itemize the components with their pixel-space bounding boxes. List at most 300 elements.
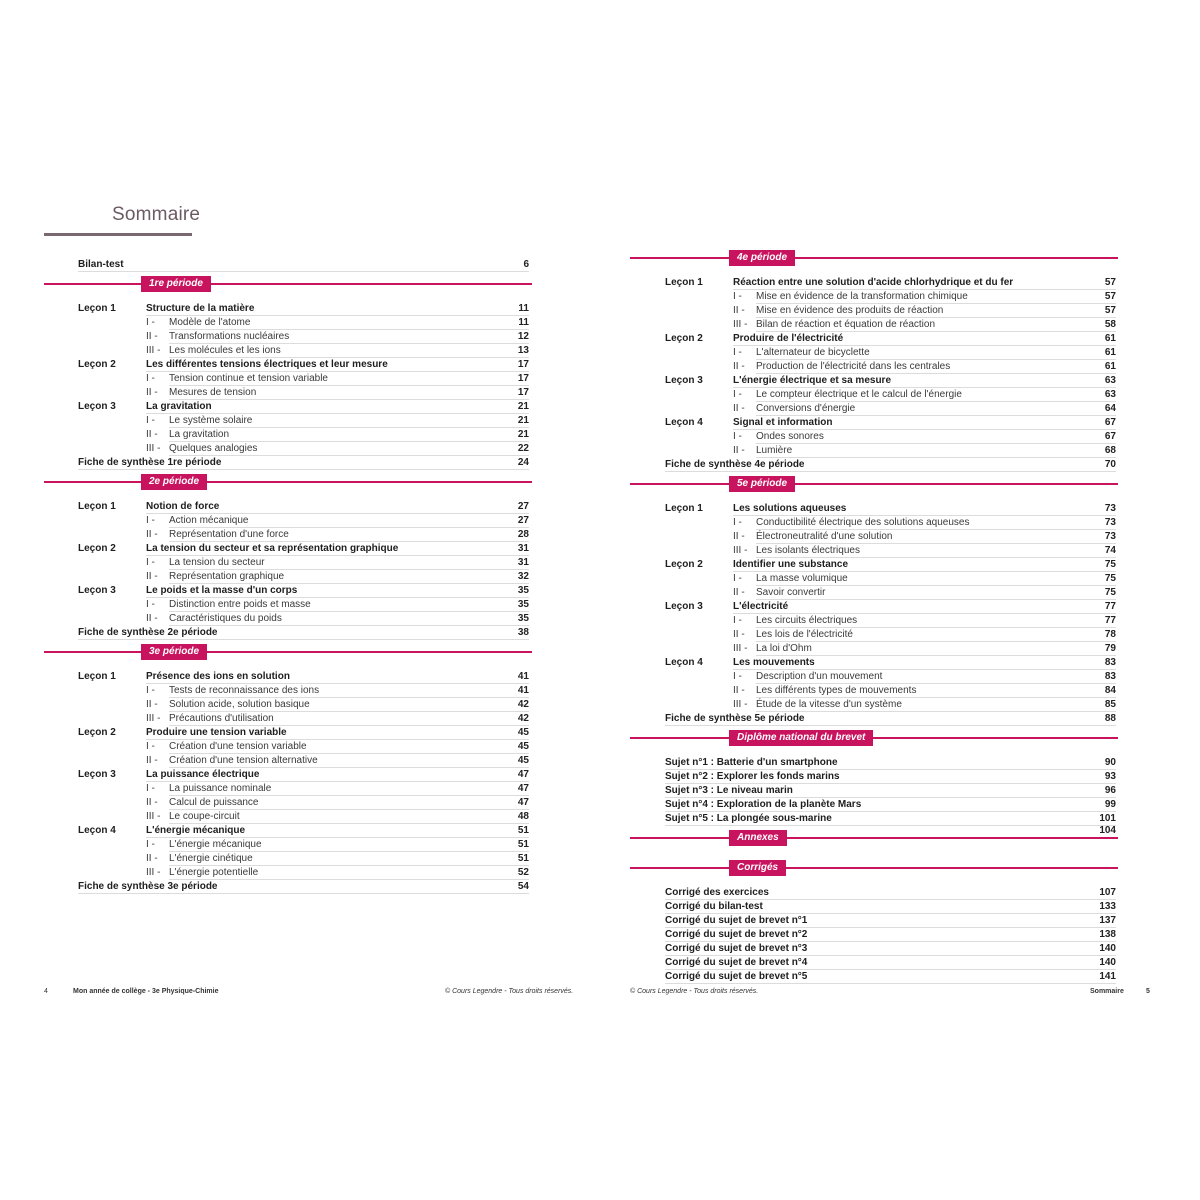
item-row	[0, 414, 600, 428]
item-text: Conductibilité électrique des solutions aqueuses	[756, 517, 970, 528]
item-text: Conversions d'énergie	[756, 403, 856, 414]
period-tag: 3e période	[141, 644, 207, 660]
item-text: Mise en évidence des produits de réaction	[756, 305, 944, 316]
corrige-row	[600, 970, 1200, 984]
item-row	[600, 388, 1200, 402]
page-number: 48	[517, 811, 529, 822]
page-number: 140	[1099, 943, 1116, 954]
page-number: 21	[517, 429, 529, 440]
lesson-row	[600, 558, 1200, 572]
page-number: 11	[518, 317, 529, 328]
lesson-label: Leçon 4	[78, 825, 116, 836]
item-number: II -	[146, 797, 158, 808]
corrige-row	[600, 886, 1200, 900]
page-number: 75	[1104, 587, 1116, 598]
page-number: 77	[1104, 601, 1116, 612]
lesson-row	[0, 824, 600, 838]
item-text: Le coupe-circuit	[169, 811, 240, 822]
item-row	[600, 544, 1200, 558]
item-number: II -	[146, 331, 158, 342]
page-number: 141	[1099, 971, 1116, 982]
page-number: 45	[517, 755, 529, 766]
item-row	[0, 612, 600, 626]
brevet-row	[600, 770, 1200, 784]
item-text: Description d'un mouvement	[756, 671, 883, 682]
period-header	[600, 472, 1200, 502]
page-number: 101	[1099, 813, 1116, 824]
item-number: II -	[733, 403, 745, 414]
corrige-item: Corrigé du sujet de brevet n°5	[665, 971, 808, 982]
page-number: 22	[517, 443, 529, 454]
footer-copyright: © Cours Legendre - Tous droits réservés.	[445, 988, 574, 995]
item-number: I -	[146, 783, 155, 794]
item-number: II -	[146, 429, 158, 440]
footer-section: Sommaire	[1090, 988, 1124, 995]
page-number: 17	[517, 359, 529, 370]
period-tag: Diplôme national du brevet	[729, 730, 873, 746]
item-number: I -	[146, 839, 155, 850]
item-row	[0, 556, 600, 570]
item-text: L'énergie cinétique	[169, 853, 253, 864]
lesson-row	[0, 302, 600, 316]
item-number: III -	[733, 545, 748, 556]
item-text: Calcul de puissance	[169, 797, 259, 808]
page-number: 138	[1099, 929, 1116, 940]
item-row	[0, 810, 600, 824]
period-header	[600, 856, 1200, 886]
lesson-row	[600, 416, 1200, 430]
page-number: 61	[1104, 333, 1116, 344]
lesson-label: Leçon 3	[78, 585, 116, 596]
lesson-title: L'électricité	[733, 601, 789, 612]
lesson-row	[600, 332, 1200, 346]
corrige-row	[600, 928, 1200, 942]
page-number: 75	[1104, 559, 1116, 570]
item-row	[0, 866, 600, 880]
item-text: L'énergie mécanique	[169, 839, 262, 850]
lesson-row	[0, 726, 600, 740]
synthese-row	[0, 456, 600, 470]
synthese-row	[600, 458, 1200, 472]
item-row	[600, 304, 1200, 318]
item-number: II -	[146, 571, 158, 582]
item-row	[600, 684, 1200, 698]
item-row	[0, 698, 600, 712]
lesson-title: Réaction entre une solution d'acide chlorhydrique et du fer	[733, 277, 1014, 288]
item-text: Transformations nucléaires	[169, 331, 290, 342]
footer-book-title: Mon année de collège - 3e Physique-Chimie	[73, 988, 219, 995]
page-number: 67	[1104, 417, 1116, 428]
lesson-title: Le poids et la masse d'un corps	[146, 585, 298, 596]
page-number: 35	[517, 613, 529, 624]
brevet-subject: Sujet n°1 : Batterie d'un smartphone	[665, 757, 838, 768]
item-row	[0, 796, 600, 810]
toc-left	[0, 258, 600, 894]
lesson-row	[600, 502, 1200, 516]
lesson-row	[600, 600, 1200, 614]
toc-right	[600, 246, 1200, 984]
lesson-label: Leçon 2	[665, 559, 703, 570]
item-row	[0, 782, 600, 796]
item-text: Mesures de tension	[169, 387, 257, 398]
lesson-label: Leçon 1	[665, 503, 703, 514]
page-number: 31	[517, 543, 529, 554]
page-number: 107	[1099, 887, 1116, 898]
item-text: La gravitation	[169, 429, 230, 440]
page-number: 73	[1104, 531, 1116, 542]
page-number: 61	[1104, 347, 1116, 358]
item-number: II -	[733, 685, 745, 696]
brevet-row	[600, 798, 1200, 812]
period-rule	[44, 283, 532, 285]
item-text: Ondes sonores	[756, 431, 824, 442]
period-tag: 5e période	[729, 476, 795, 492]
lesson-title: La gravitation	[146, 401, 212, 412]
item-number: I -	[733, 671, 742, 682]
synthese-row	[0, 880, 600, 894]
leader-line	[665, 983, 1116, 984]
page-number: 13	[517, 345, 529, 356]
item-row	[600, 402, 1200, 416]
page-number: 61	[1104, 361, 1116, 372]
item-text: La tension du secteur	[169, 557, 265, 568]
lesson-label: Leçon 3	[665, 601, 703, 612]
lesson-label: Leçon 3	[665, 375, 703, 386]
item-row	[0, 528, 600, 542]
period-header	[0, 640, 600, 670]
page-number: 57	[1104, 277, 1116, 288]
bilan-test-label: Bilan-test	[78, 259, 124, 270]
item-row	[600, 572, 1200, 586]
corrige-row	[600, 914, 1200, 928]
item-number: I -	[146, 515, 155, 526]
period-header	[600, 726, 1200, 756]
item-row	[600, 318, 1200, 332]
item-text: Les isolants électriques	[756, 545, 860, 556]
item-number: II -	[733, 361, 745, 372]
item-number: I -	[146, 317, 155, 328]
corrige-row	[600, 956, 1200, 970]
period-tag: Corrigés	[729, 860, 786, 876]
page-number: 11	[518, 303, 529, 314]
item-row	[600, 516, 1200, 530]
corrige-item: Corrigé du sujet de brevet n°3	[665, 943, 808, 954]
page-number: 47	[517, 783, 529, 794]
item-text: Solution acide, solution basique	[169, 699, 310, 710]
item-number: I -	[146, 599, 155, 610]
page-number: 38	[517, 627, 529, 638]
lesson-title: La tension du secteur et sa représentation graphique	[146, 543, 399, 554]
page-number: 42	[517, 699, 529, 710]
item-row	[0, 428, 600, 442]
item-row	[600, 430, 1200, 444]
lesson-label: Leçon 2	[665, 333, 703, 344]
item-number: II -	[146, 755, 158, 766]
item-text: Création d'une tension variable	[169, 741, 307, 752]
item-text: Les lois de l'électricité	[756, 629, 853, 640]
item-number: III -	[146, 867, 161, 878]
page-number: 45	[517, 741, 529, 752]
item-text: La loi d'Ohm	[756, 643, 812, 654]
lesson-row	[600, 276, 1200, 290]
lesson-row	[0, 670, 600, 684]
page-number: 17	[517, 387, 529, 398]
item-text: Les différents types de mouvements	[756, 685, 917, 696]
period-tag: 1re période	[141, 276, 211, 292]
footer-page-number: 4	[44, 988, 48, 995]
page-number: 93	[1104, 771, 1116, 782]
item-text: Précautions d'utilisation	[169, 713, 274, 724]
item-row	[0, 598, 600, 612]
lesson-label: Leçon 2	[78, 543, 116, 554]
item-text: Étude de la vitesse d'un système	[756, 699, 902, 710]
item-number: II -	[733, 531, 745, 542]
item-text: Les molécules et les ions	[169, 345, 281, 356]
item-row	[0, 316, 600, 330]
lesson-title: Les solutions aqueuses	[733, 503, 847, 514]
item-row	[0, 372, 600, 386]
item-text: Caractéristiques du poids	[169, 613, 282, 624]
corrige-item: Corrigé du bilan-test	[665, 901, 763, 912]
page-number: 104	[1099, 825, 1116, 836]
page-number: 27	[517, 515, 529, 526]
item-number: II -	[146, 387, 158, 398]
page-number: 58	[1104, 319, 1116, 330]
synthese-label: Fiche de synthèse 2e période	[78, 627, 218, 638]
item-row	[0, 442, 600, 456]
lesson-label: Leçon 4	[665, 417, 703, 428]
period-header	[0, 470, 600, 500]
page-number: 41	[517, 685, 529, 696]
page-number: 84	[1104, 685, 1116, 696]
page-number: 51	[517, 853, 529, 864]
item-number: I -	[146, 557, 155, 568]
item-row	[0, 754, 600, 768]
page-number: 85	[1104, 699, 1116, 710]
lesson-title: Produire de l'électricité	[733, 333, 844, 344]
item-number: I -	[733, 431, 742, 442]
item-number: I -	[146, 685, 155, 696]
item-row	[0, 684, 600, 698]
lesson-title: Structure de la matière	[146, 303, 255, 314]
lesson-row	[0, 358, 600, 372]
item-row	[0, 838, 600, 852]
page-number: 45	[517, 727, 529, 738]
footer-page-number: 5	[1146, 988, 1150, 995]
item-text: Bilan de réaction et équation de réaction	[756, 319, 936, 330]
corrige-row	[600, 942, 1200, 956]
corrige-item: Corrigé du sujet de brevet n°4	[665, 957, 808, 968]
lesson-label: Leçon 1	[665, 277, 703, 288]
item-row	[0, 344, 600, 358]
period-header	[600, 246, 1200, 276]
lesson-label: Leçon 3	[78, 769, 116, 780]
period-rule	[44, 481, 532, 483]
corrige-item: Corrigé du sujet de brevet n°2	[665, 929, 808, 940]
period-tag: Annexes	[729, 830, 787, 846]
item-text: Représentation d'une force	[169, 529, 289, 540]
page-number: 47	[517, 769, 529, 780]
item-number: II -	[733, 587, 745, 598]
page-number: 78	[1104, 629, 1116, 640]
lesson-title: Produire une tension variable	[146, 727, 287, 738]
item-text: Lumière	[756, 445, 793, 456]
item-number: I -	[733, 291, 742, 302]
item-text: Tests de reconnaissance des ions	[169, 685, 320, 696]
lesson-title: Les différentes tensions électriques et leur mesure	[146, 359, 388, 370]
lesson-row	[0, 542, 600, 556]
brevet-row	[600, 784, 1200, 798]
page-number: 67	[1104, 431, 1116, 442]
lesson-label: Leçon 4	[665, 657, 703, 668]
item-row	[0, 386, 600, 400]
item-text: Les circuits électriques	[756, 615, 858, 626]
period-header	[0, 272, 600, 302]
item-number: III -	[146, 811, 161, 822]
item-row	[600, 530, 1200, 544]
page-number: 70	[1104, 459, 1116, 470]
lesson-title: Les mouvements	[733, 657, 815, 668]
item-row	[0, 514, 600, 528]
corrige-row	[600, 900, 1200, 914]
item-number: I -	[146, 373, 155, 384]
page-number: 88	[1104, 713, 1116, 724]
item-number: III -	[146, 443, 161, 454]
page-number: 31	[517, 557, 529, 568]
leader-line	[78, 893, 529, 894]
page-number: 28	[517, 529, 529, 540]
page-number: 99	[1104, 799, 1116, 810]
item-number: III -	[146, 345, 161, 356]
lesson-row	[0, 584, 600, 598]
lesson-title: Présence des ions en solution	[146, 671, 290, 682]
footer-copyright: © Cours Legendre - Tous droits réservés.	[630, 988, 759, 995]
brevet-subject: Sujet n°5 : La plongée sous-marine	[665, 813, 832, 824]
page-number: 21	[517, 415, 529, 426]
lesson-title: L'énergie mécanique	[146, 825, 246, 836]
page-number: 35	[517, 599, 529, 610]
lesson-label: Leçon 2	[78, 727, 116, 738]
item-number: II -	[146, 529, 158, 540]
page-number: 79	[1104, 643, 1116, 654]
page-number: 68	[1104, 445, 1116, 456]
item-row	[600, 290, 1200, 304]
page-number: 35	[517, 585, 529, 596]
item-number: I -	[733, 389, 742, 400]
item-number: I -	[146, 415, 155, 426]
lesson-row	[0, 400, 600, 414]
lesson-row	[600, 374, 1200, 388]
item-text: Production de l'électricité dans les centrales	[756, 361, 951, 372]
page-number: 47	[517, 797, 529, 808]
item-row	[600, 698, 1200, 712]
item-text: L'alternateur de bicyclette	[756, 347, 870, 358]
period-rule	[44, 651, 532, 653]
item-row	[600, 360, 1200, 374]
item-text: Le compteur électrique et le calcul de l'énergie	[756, 389, 962, 400]
page-number: 57	[1104, 305, 1116, 316]
item-number: III -	[146, 713, 161, 724]
item-row	[600, 614, 1200, 628]
period-tag: 4e période	[729, 250, 795, 266]
lesson-label: Leçon 1	[78, 501, 116, 512]
item-number: I -	[146, 741, 155, 752]
item-number: II -	[733, 629, 745, 640]
page-number: 83	[1104, 671, 1116, 682]
page-number: 133	[1099, 901, 1116, 912]
synthese-row	[0, 626, 600, 640]
page-number: 12	[517, 331, 529, 342]
lesson-label: Leçon 1	[78, 303, 116, 314]
annexes-header	[600, 826, 1200, 856]
page-number: 90	[1104, 757, 1116, 768]
item-row	[600, 642, 1200, 656]
page-title: Sommaire	[112, 204, 201, 225]
corrige-item: Corrigé du sujet de brevet n°1	[665, 915, 808, 926]
period-rule	[630, 483, 1118, 485]
page-number: 6	[523, 259, 529, 270]
synthese-label: Fiche de synthèse 5e période	[665, 713, 805, 724]
lesson-title: Signal et information	[733, 417, 833, 428]
page-number: 51	[517, 839, 529, 850]
item-number: I -	[733, 573, 742, 584]
page-number: 42	[517, 713, 529, 724]
item-row	[600, 670, 1200, 684]
item-number: II -	[146, 699, 158, 710]
page-number: 137	[1099, 915, 1116, 926]
lesson-label: Leçon 1	[78, 671, 116, 682]
item-row	[0, 570, 600, 584]
period-rule	[630, 737, 1118, 739]
page-number: 21	[517, 401, 529, 412]
item-row	[0, 852, 600, 866]
item-text: Quelques analogies	[169, 443, 258, 454]
page-number: 54	[517, 881, 529, 892]
synthese-label: Fiche de synthèse 1re période	[78, 457, 222, 468]
page-number: 63	[1104, 389, 1116, 400]
page-number: 73	[1104, 503, 1116, 514]
item-number: I -	[733, 347, 742, 358]
page-number: 52	[517, 867, 529, 878]
item-text: Électroneutralité d'une solution	[756, 531, 893, 542]
page-number: 75	[1104, 573, 1116, 584]
item-row	[0, 330, 600, 344]
item-text: Modèle de l'atome	[169, 317, 251, 328]
page-number: 32	[517, 571, 529, 582]
period-rule	[630, 257, 1118, 259]
brevet-row	[600, 756, 1200, 770]
page-number: 77	[1104, 615, 1116, 626]
item-number: I -	[733, 517, 742, 528]
item-row	[600, 586, 1200, 600]
page-number: 140	[1099, 957, 1116, 968]
item-text: Mise en évidence de la transformation chimique	[756, 291, 968, 302]
page-number: 63	[1104, 375, 1116, 386]
item-text: Tension continue et tension variable	[169, 373, 328, 384]
period-rule	[630, 867, 1118, 869]
item-text: La puissance nominale	[169, 783, 272, 794]
item-number: III -	[733, 699, 748, 710]
page-number: 27	[517, 501, 529, 512]
item-text: Représentation graphique	[169, 571, 285, 582]
period-tag: 2e période	[141, 474, 207, 490]
item-row	[600, 346, 1200, 360]
item-row	[0, 712, 600, 726]
item-number: II -	[146, 853, 158, 864]
item-row	[600, 444, 1200, 458]
item-text: Distinction entre poids et masse	[169, 599, 311, 610]
item-number: II -	[733, 445, 745, 456]
